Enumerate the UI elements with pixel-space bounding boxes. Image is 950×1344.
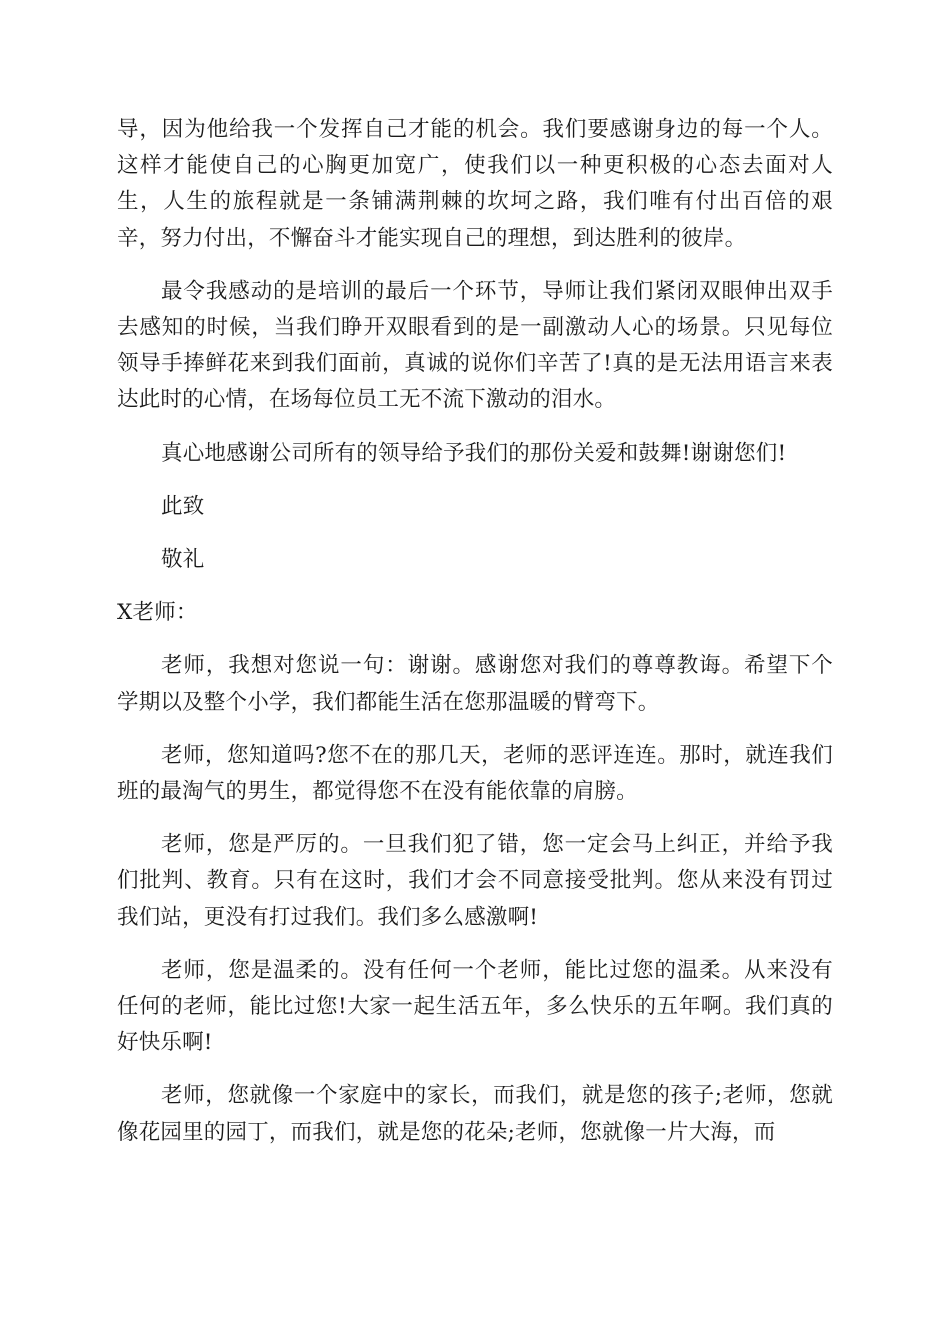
document-body	[117, 112, 833, 1151]
closing-line-2: 敬礼	[161, 547, 205, 573]
paragraph-teacher-absence: 老师，您知道吗?您不在的那几天，老师的恶评连连。那时，就连我们班的最淘气的男生，都觉得您不在没有能依靠的肩膀。	[117, 742, 833, 805]
paragraph-thanks-leaders: 真心地感谢公司所有的领导给予我们的那份关爱和鼓舞!谢谢您们!	[161, 440, 787, 466]
closing-line-1: 此致	[161, 493, 205, 519]
paragraph-training-finale: 最令我感动的是培训的最后一个环节，导师让我们紧闭双眼伸出双手去感知的时候，当我们睁开双眼看到的是一副激动人心的场景。只见每位领导手捧鲜花来到我们面前，真诚的说你们辛苦了!真的是无法用语言来表达此时的心情，在场每位员工无不流下激动的泪水。	[117, 278, 833, 413]
paragraph-teacher-strict: 老师，您是严厉的。一旦我们犯了错，您一定会马上纠正，并给予我们批判、教育。只有在这时，我们才会不同意接受批判。您从来没有罚过我们站，更没有打过我们。我们多么感激啊!	[117, 832, 833, 930]
letter-salutation: X老师：	[117, 600, 198, 626]
paragraph-continuation: 导，因为他给我一个发挥自己才能的机会。我们要感谢身边的每一个人。这样才能使自己的心胸更加宽广，使我们以一种更积极的心态去面对人生，人生的旅程就是一条铺满荆棘的坎坷之路，我们唯有付出百倍的艰辛，努力付出，不懈奋斗才能实现自己的理想，到达胜利的彼岸。	[117, 117, 833, 251]
paragraph-teacher-thanks: 老师，我想对您说一句：谢谢。感谢您对我们的尊尊教诲。希望下个学期以及整个小学，我们都能生活在您那温暖的臂弯下。	[117, 653, 833, 715]
paragraph-teacher-metaphors: 老师，您就像一个家庭中的家长，而我们，就是您的孩子;老师，您就像花园里的园丁，而我们，就是您的花朵;老师，您就像一片大海，而	[117, 1083, 833, 1145]
paragraph-teacher-gentle: 老师，您是温柔的。没有任何一个老师，能比过您的温柔。从来没有任何的老师，能比过您!大家一起生活五年，多么快乐的五年啊。我们真的好快乐啊!	[117, 957, 833, 1056]
